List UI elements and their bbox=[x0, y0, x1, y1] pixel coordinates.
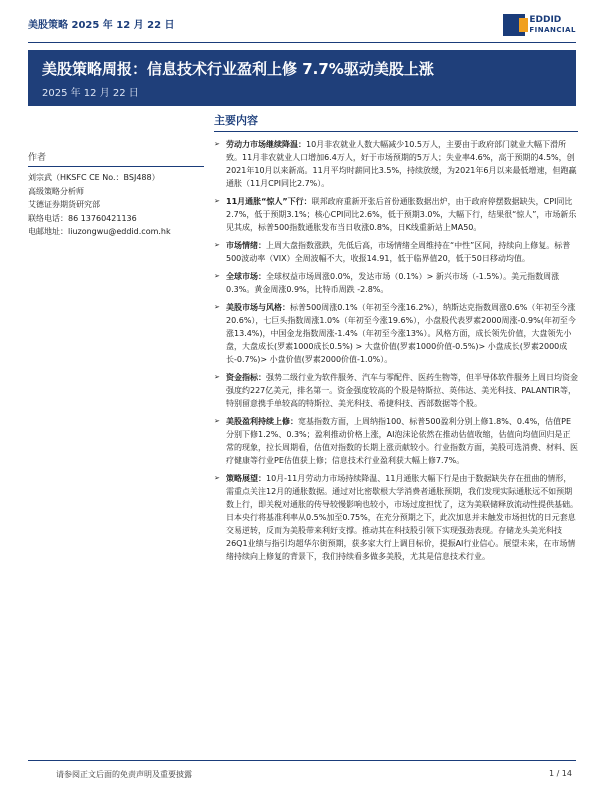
bullet-body: 强势二级行业为软件服务、汽车与零配件、医药生物等，但半导体软件服务上周日均资金强度约227亿美元，排名第一。资金强度较高的个股是特斯拉、英伟达、美光科技、PALANTIR等，特别留意携手单较高的特斯拉、美光科技、希捷科技、西部数据等个股。 bbox=[226, 373, 578, 408]
bullet-body: 联邦政府重新开张后首份通胀数据出炉，由于政府停摆数据缺失，CPI同比2.7%，低于预期3.1%；核心CPI同比2.6%，低于预期3.0%，大幅下行，结果很“惊人”，市场新乐见其成，标普500指数通胀发布当日收涨0.8%，日K线重新站上MA50。 bbox=[226, 197, 577, 232]
bullet-labor-market bbox=[214, 138, 578, 190]
page-footer bbox=[28, 760, 576, 785]
author-title: 高级策略分析师 bbox=[28, 186, 84, 196]
bullet-sentiment bbox=[214, 239, 578, 265]
logo-sub: FINANCIAL bbox=[529, 26, 576, 34]
author-name: 刘宗武（HKSFC CE No.：BSJ488） bbox=[28, 173, 160, 182]
bullet-body: 10月非农就业人数大幅减少10.5万人，主要由于政府部门就业大幅下滑所致。11月非农就业人口增加6.4万人，好于市场预期的5万人；失业率4.6%，高于预期的4.5%，创2021年10月以来新高。11月平均时薪同比3.5%，持续放缓，为2021年6月以来最低增速，但跑赢通胀（11月CPI同比2.7%）。 bbox=[226, 140, 577, 188]
arrow-bullet-icon: ➢ bbox=[214, 474, 220, 482]
bullet-body: 标普500周涨0.1%（年初至今涨16.2%），纳斯达克指数周涨0.6%（年初至今涨20.6%），七巨头指数周涨1.0%（年初至今涨19.6%），小盘股代表罗素2000周涨-0.9%(年初至今涨13.4%)，中国金龙指数周涨-1.4%（年初至今涨13%）。风格方面，成长领先价值，大盘领先小盘，大盘成长(罗素1000成长0.5%) > 大盘价值(罗素1000价值-0.5%)> 小盘成长(罗素2000成长-0.7%)> 小盘价值(罗素2000价值-1.0%）。 bbox=[226, 303, 576, 364]
bullet-body: 全球权益市场周涨0.0%，发达市场（0.1%）> 新兴市场（-1.5%）。美元指数周涨0.3%。黄金周涨0.9%，比特币周跌 -2.8%。 bbox=[226, 272, 560, 294]
bullet-lead: 11月通胀“惊人”下行： bbox=[226, 197, 312, 206]
section-title: 主要内容 bbox=[214, 112, 578, 132]
bullet-body: 上周大盘指数涨跌，先低后高，市场情绪全周维持在“中性”区间，持续向上修复。标普500波动率（VIX）全周波幅不大，收报14.91，低于临界值20，低于50日移动均值。 bbox=[226, 241, 571, 263]
main-content bbox=[214, 112, 578, 568]
bullet-lead: 市场情绪： bbox=[226, 241, 266, 250]
report-date: 2025 年 12 月 22 日 bbox=[42, 88, 139, 99]
eddid-logo bbox=[503, 12, 576, 38]
bullet-body: 宽基指数方面，上周纳指100、标普500盈利分别上修1.8%、0.4%，估值PE分别下修1.2%、0.3%；盈利推动价格上涨，AI泡沫论依然在推动估值收缩，估值向均值回归是正常的现象，拉长周期看，估值对指数的长期上涨贡献较小。行业指数方面，美股可选消费、材料、医疗健康等行业PE估值获上修；信息技术行业盈利获大幅上修7.7%。 bbox=[226, 417, 578, 465]
author-dept: 艾德证券期货研究部 bbox=[28, 200, 100, 209]
bullet-lead: 美股盈利持续上修： bbox=[226, 417, 298, 426]
bullet-lead: 资金指标： bbox=[226, 373, 266, 382]
arrow-bullet-icon: ➢ bbox=[214, 373, 220, 381]
bullet-fund-flow bbox=[214, 371, 578, 410]
bullet-lead: 劳动力市场继续降温： bbox=[226, 140, 306, 149]
header-text: 美股策略 2025 年 12 月 22 日 bbox=[28, 20, 175, 31]
arrow-bullet-icon: ➢ bbox=[214, 140, 220, 148]
arrow-bullet-icon: ➢ bbox=[214, 272, 220, 280]
title-banner bbox=[28, 50, 576, 106]
footer-disclaimer: 请参阅正文后面的免责声明及重要披露 bbox=[56, 770, 192, 779]
bullet-inflation bbox=[214, 195, 578, 234]
logo-text bbox=[529, 15, 576, 35]
bullet-us-market-style bbox=[214, 301, 578, 366]
page-number: 1 / 14 bbox=[548, 769, 572, 778]
author-label: 作者 bbox=[28, 150, 204, 167]
bullet-lead: 策略展望： bbox=[226, 474, 266, 483]
author-sidebar bbox=[28, 150, 208, 239]
logo-mark-icon bbox=[503, 14, 525, 36]
arrow-bullet-icon: ➢ bbox=[214, 303, 220, 311]
bullet-lead: 美股市场与风格： bbox=[226, 303, 290, 312]
page-header bbox=[28, 8, 576, 43]
bullet-strategy-outlook bbox=[214, 472, 578, 563]
bullet-body: 10月-11月劳动力市场持续降温、11月通胀大幅下行是由于数据缺失存在扭曲的情形，需重点关注12月的通胀数据。通过对比密歇根大学消费者通胀预期，我们发现实际通胀远不如预期数上行，即关税对通胀的传导较慢影响也较小，市场过度担忧了，这为美联储释放流动性提供基础。日本央行将基准利率从0.5%加至0.75%，在充分预期之下，此次加息并未触发市场担忧的日元套息交易逆转，反而为美股带来利好支撑。推动其在科技股引领下实现强劲表现。存储龙头美光科技26Q1业绩与指引均超华尔街预期，获多家大行上调目标价，提振AI行业信心。展望未来，在市场情绪持续向上修复的背景下，我们持续看多做多美股，尤其是信息技术行业。 bbox=[226, 474, 578, 561]
bullet-earnings-revision bbox=[214, 415, 578, 467]
bullet-global-market bbox=[214, 270, 578, 296]
report-title: 美股策略周报：信息技术行业盈利上修 7.7%驱动美股上涨 bbox=[42, 60, 434, 78]
bullet-lead: 全球市场： bbox=[226, 272, 266, 281]
arrow-bullet-icon: ➢ bbox=[214, 241, 220, 249]
arrow-bullet-icon: ➢ bbox=[214, 417, 220, 425]
author-email: 电邮地址：liuzongwu@eddid.com.hk bbox=[28, 227, 171, 236]
author-phone: 联络电话：86 13760421136 bbox=[28, 213, 137, 223]
logo-name: EDDID bbox=[529, 15, 562, 25]
arrow-bullet-icon: ➢ bbox=[214, 197, 220, 205]
